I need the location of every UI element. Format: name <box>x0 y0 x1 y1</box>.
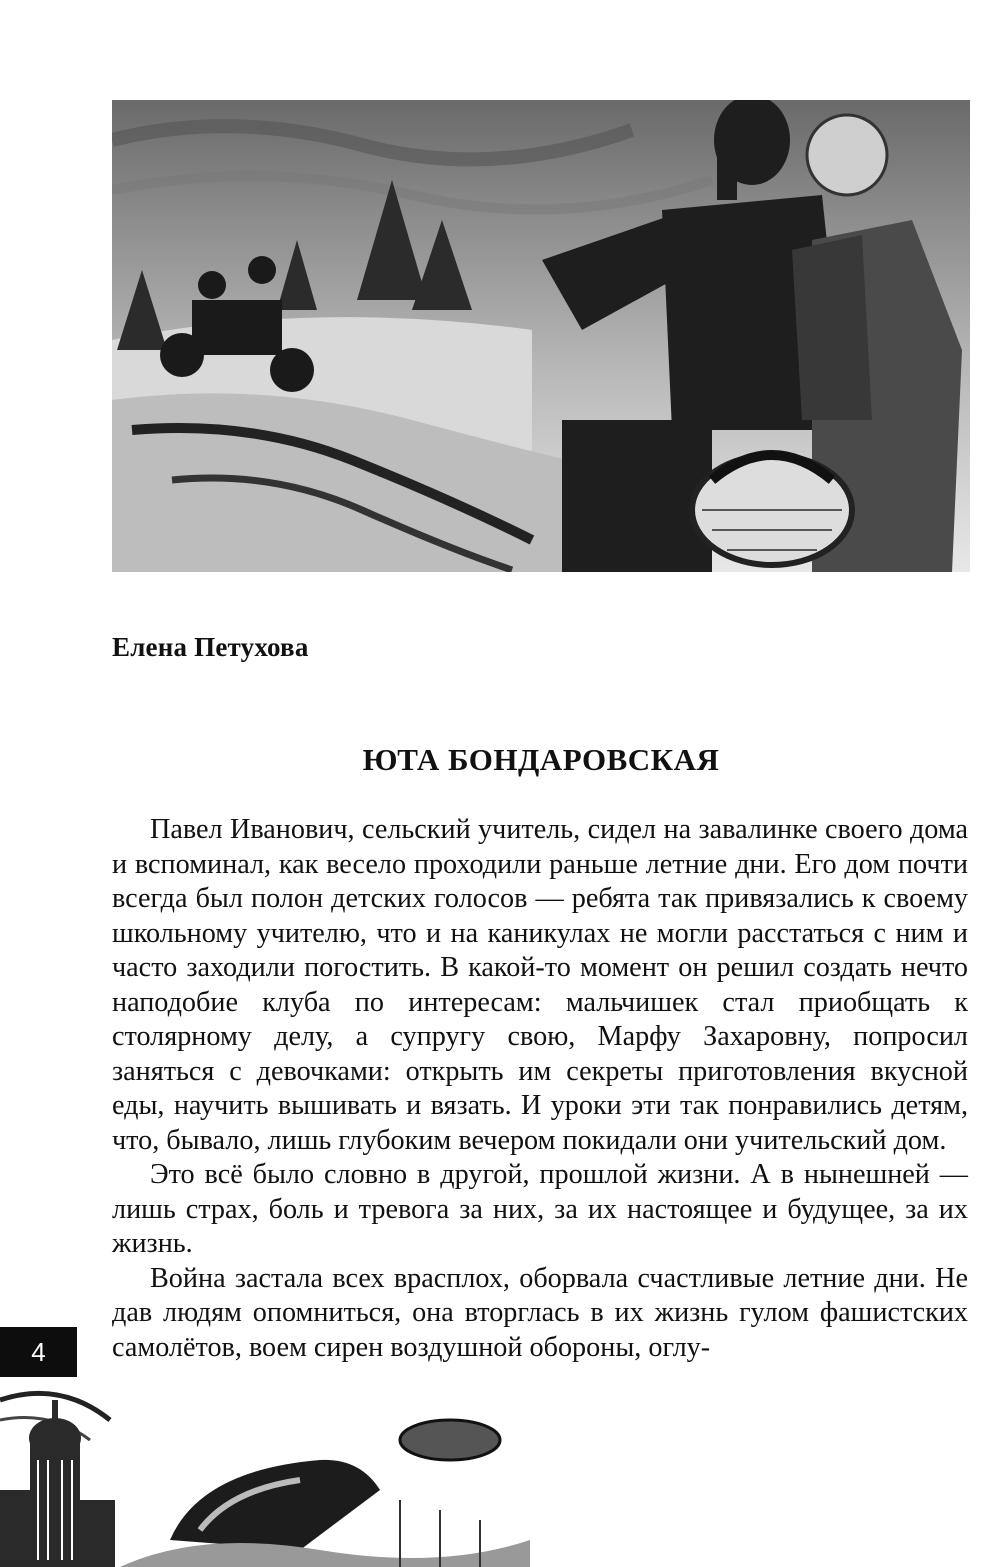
illustration-ink-drawing <box>112 100 970 572</box>
page-number-tab <box>0 1327 77 1377</box>
paragraph: Война застала всех врасплох, оборвала счастливые летние дни. Не дав людям опомниться, она вторглась в их жизнь гулом фашистских самолётов, воем сирен воздушной обороны, оглу- <box>112 1262 968 1363</box>
page-number: 4 <box>31 1336 46 1367</box>
bottom-corner-illustration <box>0 1380 530 1567</box>
story-title: ЮТА БОНДАРОВСКАЯ <box>362 742 720 777</box>
city-sketch <box>0 1380 530 1567</box>
paragraph: Это всё было словно в другой, прошлой жизни. А в нынешней — лишь страх, боль и тревога за них, за их настоящее и будущее, за их жизнь. <box>112 1159 968 1259</box>
author-name: Елена Петухова <box>112 632 309 662</box>
story-text <box>112 813 968 1365</box>
paragraph: Павел Иванович, сельский учитель, сидел на завалинке своего дома и вспоминал, как весело проходили раньше летние дни. Его дом почти всегда был полон детских голосов — ребята так привязались к своему школьному учителю, что и на каникулах не могли расстаться с ним и часто заходили погостить. В какой-то момент он решил создать нечто наподобие клуба по интересам: мальчишек стал приобщать к столярному делу, а супругу свою, Марфу Захаровну, попросил заняться с девочками: открыть им секреты приготовления вкусной еды, научить вышивать и вязать. И уроки эти так понравились детям, что, бывало, лишь глубоким вечером покидали они учительский дом. <box>112 814 968 1156</box>
top-illustration <box>112 100 970 572</box>
